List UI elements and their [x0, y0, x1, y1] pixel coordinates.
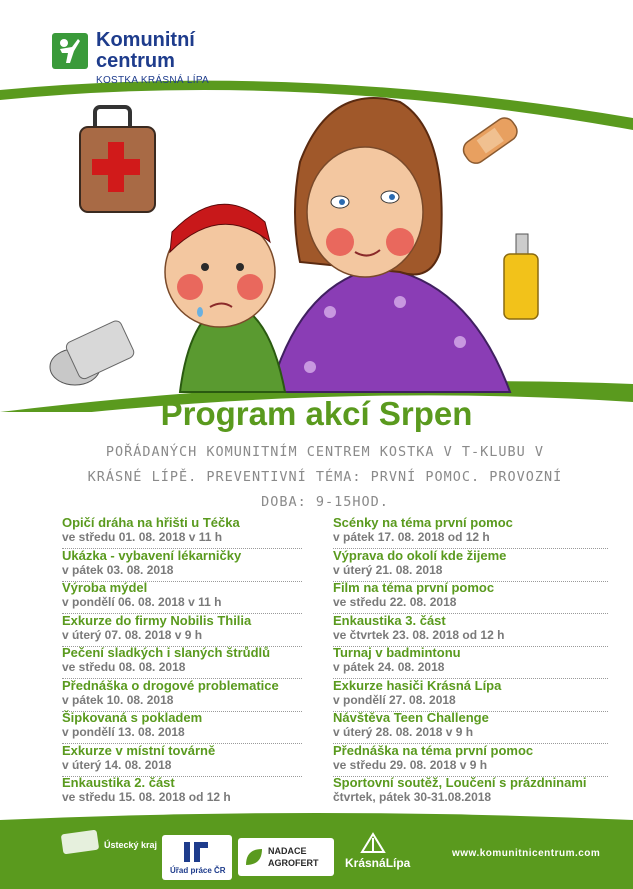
event-date: v pondělí 13. 08. 2018 — [62, 725, 185, 739]
event-title: Opičí dráha na hřišti u Téčka — [62, 515, 240, 530]
event-title: Výprava do okolí kde žijeme — [333, 547, 507, 563]
event-date: ve středu 22. 08. 2018 — [333, 595, 457, 609]
event-date: v úterý 28. 08. 2018 v 9 h — [333, 725, 474, 739]
event-item — [333, 613, 608, 646]
urad-prace-label: Úřad práce ČR — [170, 866, 226, 875]
event-item — [333, 743, 608, 776]
event-date: v pátek 17. 08. 2018 od 12 h — [333, 530, 490, 544]
nadace-label: NADACE — [268, 846, 307, 856]
event-title: Přednáška o drogové problematice — [62, 677, 279, 693]
event-item — [333, 645, 608, 678]
event-date: ve středu 01. 08. 2018 v 11 h — [62, 530, 223, 544]
event-item — [62, 580, 302, 613]
event-title: Film na téma první pomoc — [333, 580, 495, 595]
logo-subtitle: KOSTKA KRÁSNÁ LÍPA — [96, 75, 210, 86]
event-title: Výroba mýdel — [62, 580, 148, 595]
event-item — [62, 710, 302, 743]
event-date: v úterý 14. 08. 2018 — [62, 757, 172, 772]
event-date: ve středu 08. 08. 2018 — [62, 660, 186, 674]
event-title: Exkurze v místní továrně — [62, 742, 216, 758]
event-date: ve čtvrtek 23. 08. 2018 od 12 h — [333, 627, 505, 642]
logo-title-line2: centrum — [96, 50, 175, 72]
event-item — [62, 613, 302, 646]
event-title: Enkaustika 3. část — [333, 612, 446, 628]
lotion-bottle-icon — [504, 234, 538, 319]
first-aid-illustration — [0, 82, 633, 412]
event-title: Pečení sladkých i slaných štrůdlů — [62, 645, 271, 660]
logo-mark-icon — [52, 33, 88, 69]
footer-swoosh — [0, 806, 633, 826]
agrofert-leaf-icon — [244, 847, 264, 867]
event-date: ve středu 29. 08. 2018 v 9 h — [333, 757, 488, 772]
event-date: v pátek 10. 08. 2018 — [62, 692, 174, 707]
bandage-roll-icon — [50, 319, 136, 385]
event-item — [333, 548, 608, 581]
nadace-agrofert-logo — [238, 838, 334, 876]
event-item — [62, 743, 302, 776]
logo — [52, 30, 232, 90]
event-date: v úterý 07. 08. 2018 v 9 h — [62, 627, 203, 642]
event-item — [333, 775, 608, 808]
logo-title: Komunitní — [96, 29, 195, 51]
event-title: Ukázka - vybavení lékarničky — [62, 547, 242, 563]
event-date: v pondělí 27. 08. 2018 — [333, 692, 456, 707]
page-title: Program akcí Srpen — [160, 395, 473, 432]
event-title: Turnaj v badmintonu — [333, 645, 461, 660]
event-title: Šipkovaná s pokladem — [62, 710, 203, 725]
event-item — [62, 645, 302, 678]
event-item — [62, 515, 302, 548]
ustecky-kraj-label: Ústecký kraj — [104, 840, 158, 850]
event-date: čtvrtek, pátek 30-31.08.2018 — [333, 790, 492, 804]
website-url[interactable]: www.komunitnicentrum.com — [452, 848, 601, 859]
urad-prace-icon — [184, 840, 210, 864]
first-aid-kit-icon — [80, 107, 155, 212]
event-item — [333, 515, 608, 548]
event-title: Návštěva Teen Challenge — [333, 710, 489, 725]
krasna-lipa-label: KrásnáLípa — [345, 856, 411, 870]
event-item — [333, 678, 608, 711]
event-item — [333, 580, 608, 613]
event-item — [62, 548, 302, 581]
event-date: v pátek 03. 08. 2018 — [62, 562, 174, 577]
urad-prace-logo — [162, 835, 232, 880]
krasna-lipa-icon — [358, 832, 388, 854]
event-title: Sportovní soutěž, Loučení s prázdninami — [333, 775, 587, 790]
event-title: Exkurze do firmy Nobilis Thilia — [62, 612, 252, 628]
ustecky-kraj-icon — [60, 828, 102, 856]
event-title: Enkaustika 2. část — [62, 775, 175, 790]
event-date: v úterý 21. 08. 2018 — [333, 562, 443, 577]
event-item — [62, 775, 302, 808]
event-item — [333, 710, 608, 743]
agrofert-label: AGROFERT — [268, 858, 319, 868]
event-title: Přednáška na téma první pomoc — [333, 742, 534, 758]
events-list-left — [62, 515, 302, 808]
page-subtitle: POŘÁDANÝCH KOMUNITNÍM CENTREM KOSTKA V T-KLUBU V KRÁSNÉ LÍPĚ. PREVENTIVNÍ TÉMA: PRVNÍ POMOC. PROVOZNÍ DOBA: 9-15HOD. — [87, 444, 563, 510]
plaster-icon — [460, 114, 521, 167]
event-item — [62, 678, 302, 711]
event-title: Exkurze hasiči Krásná Lípa — [333, 677, 502, 693]
events-list-right — [333, 515, 608, 808]
event-date: ve středu 15. 08. 2018 od 12 h — [62, 790, 231, 804]
event-date: v pátek 24. 08. 2018 — [333, 660, 445, 674]
event-title: Scénky na téma první pomoc — [333, 515, 513, 530]
child-figure — [165, 204, 285, 392]
event-date: v pondělí 06. 08. 2018 v 11 h — [62, 595, 222, 609]
